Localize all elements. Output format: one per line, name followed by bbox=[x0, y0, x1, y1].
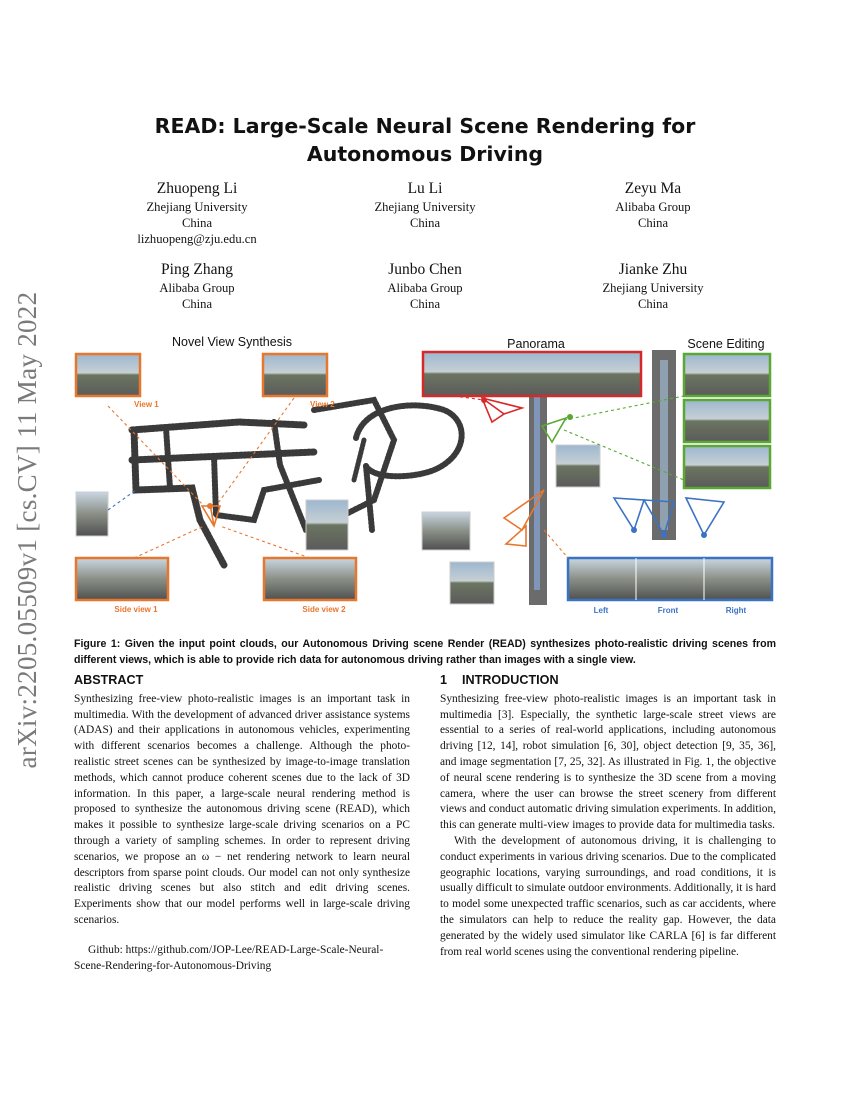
author-block bbox=[77, 260, 317, 312]
author-block bbox=[533, 260, 773, 312]
paper-title bbox=[120, 112, 730, 168]
github-link[interactable]: Github: https://github.com/JOP-Lee/READ-Large-Scale-Neural-Scene-Rendering-for-Autonomous-Driving bbox=[74, 943, 384, 972]
camera-position-marker bbox=[207, 503, 213, 509]
introduction-section bbox=[440, 673, 776, 960]
author-affiliation: Alibaba Group bbox=[387, 281, 463, 295]
thumbnail-side-view-2 bbox=[264, 558, 356, 600]
author-affiliation: Zhejiang University bbox=[602, 281, 704, 295]
thumbnail-building-photo bbox=[450, 562, 494, 604]
author-country: China bbox=[409, 297, 441, 311]
author-name: Zeyu Ma bbox=[624, 180, 682, 197]
author-block bbox=[305, 179, 545, 231]
camera-position-marker bbox=[481, 397, 487, 403]
label-left: Left bbox=[593, 606, 609, 615]
title-line-1: READ: Large-Scale Neural Scene Rendering for bbox=[154, 114, 696, 138]
author-affiliation: Zhejiang University bbox=[374, 200, 476, 214]
author-name: Zhuopeng Li bbox=[156, 180, 238, 197]
author-block bbox=[533, 179, 773, 231]
figure-1-illustration bbox=[74, 330, 776, 620]
figure-1 bbox=[74, 330, 776, 620]
author-country: China bbox=[637, 297, 669, 311]
camera-position-marker bbox=[661, 532, 667, 538]
label-side-view-2: Side view 2 bbox=[302, 605, 346, 614]
stitched-multiview-image bbox=[568, 558, 772, 600]
author-country: China bbox=[637, 216, 669, 230]
thumbnail-side-view-1 bbox=[76, 558, 168, 600]
author-affiliation: Alibaba Group bbox=[615, 200, 691, 214]
thumbnail-view-2 bbox=[263, 354, 327, 396]
label-view-1: View 1 bbox=[134, 400, 159, 409]
author-affiliation: Zhejiang University bbox=[146, 200, 248, 214]
label-right: Right bbox=[725, 606, 747, 615]
abstract-body: Synthesizing free-view photo-realistic images is an important task in multimedia. With the development of advanced driver assistance systems (ADAS) and their applications in autonomous vehicles, experimenting with different scenarios becomes a challenge. Although the photo-realistic street scenes can be synthesized by image-to-image translation methods, which cannot produce coherent scenes due to the lack of 3D information. In this paper, a large-scale neural rendering method is proposed to synthesize the autonomous driving scene (READ), which makes it possible to synthesize large-scale driving scenarios on a PC through a variety of sampling schemes. In order to represent driving scenarios, we propose an ω − net rendering network to learn neural descriptors from sparse point clouds. Our model can not only synthesize realistic driving scenes but also stitch and edit driving scenes. Experiments show that our model performs well in large-scale driving scenarios. bbox=[74, 692, 410, 926]
panorama-image bbox=[423, 352, 641, 396]
author-country: China bbox=[181, 297, 213, 311]
author-name: Junbo Chen bbox=[388, 261, 462, 278]
title-line-2: Autonomous Driving bbox=[306, 142, 544, 166]
introduction-heading bbox=[440, 673, 776, 689]
arxiv-identifier: arXiv:2205.05509v1 [cs.CV] 11 May 2022 bbox=[12, 291, 42, 769]
scene-editing-image-2 bbox=[684, 400, 770, 442]
author-block bbox=[77, 179, 317, 247]
thumbnail-street-photo bbox=[422, 512, 470, 550]
label-side-view-1: Side view 1 bbox=[114, 605, 158, 614]
camera-position-marker bbox=[631, 527, 637, 533]
author-affiliation: Alibaba Group bbox=[159, 281, 235, 295]
figure-caption: Figure 1: Given the input point clouds, our Autonomous Driving scene Render (READ) synthesizes photo-realistic driving scenes from different views, which is able to provide rich data for autonomous driving rather than images with a single view. bbox=[74, 638, 776, 666]
thumbnail-building-photo-2 bbox=[556, 445, 600, 487]
label-view-2: View 2 bbox=[310, 400, 335, 409]
author-email[interactable]: lizhuopeng@zju.edu.cn bbox=[137, 232, 257, 246]
label-front: Front bbox=[657, 606, 679, 615]
thumbnail-view-1 bbox=[76, 354, 140, 396]
abstract-section bbox=[74, 673, 410, 974]
author-name: Ping Zhang bbox=[161, 261, 233, 278]
panel-title-panorama: Panorama bbox=[507, 337, 565, 351]
intro-paragraph-1: Synthesizing free-view photo-realistic images is an important task in multimedia [3]. Especially, the synthetic large-scale street views are essential to a series of real-world applications, including autonomous driving [12, 14], robot simulation [6, 30], object detection [9, 35, 36], and image segmentation [7, 25, 32]. As illustrated in Fig. 1, the objective of neural scene rendering is to synthesize the 3D scene from a moving camera, where the user can browse the street scenery from different views and conduct automatic driving simulation experiments. In addition, this can generate multi-view images to provide data for multimedia tasks. bbox=[440, 692, 776, 832]
panel-title-novel-view: Novel View Synthesis bbox=[172, 335, 292, 349]
author-block bbox=[305, 260, 545, 312]
thumbnail-house-photo bbox=[306, 500, 348, 550]
author-name: Lu Li bbox=[407, 180, 443, 197]
camera-position-marker bbox=[701, 532, 707, 538]
scene-editing-image-1 bbox=[684, 354, 770, 396]
section-title: INTRODUCTION bbox=[462, 673, 559, 687]
abstract-heading: ABSTRACT bbox=[74, 673, 144, 687]
author-name: Jianke Zhu bbox=[618, 261, 688, 278]
camera-position-marker bbox=[567, 414, 573, 420]
section-number: 1 bbox=[440, 673, 448, 687]
intro-paragraph-2: With the development of autonomous driving, it is challenging to conduct experiments in various driving scenarios. Due to the complicated geographic locations, varying surroundings, and road conditions, it is usually difficult to simulate outdoor environments. Additionally, it is hard to model some unexpected traffic scenarios, such as car accidents, where the simulators can help to reduce the reality gap. However, the data generated by the widely used simulator like CARLA [6] is far different from real world scenes using the conventional rendering pipeline. bbox=[440, 834, 776, 958]
author-country: China bbox=[181, 216, 213, 230]
author-country: China bbox=[409, 216, 441, 230]
scene-editing-image-3 bbox=[684, 446, 770, 488]
thumbnail-side-photo bbox=[76, 492, 108, 536]
panel-title-scene-editing-text: Scene Editing bbox=[687, 337, 765, 351]
